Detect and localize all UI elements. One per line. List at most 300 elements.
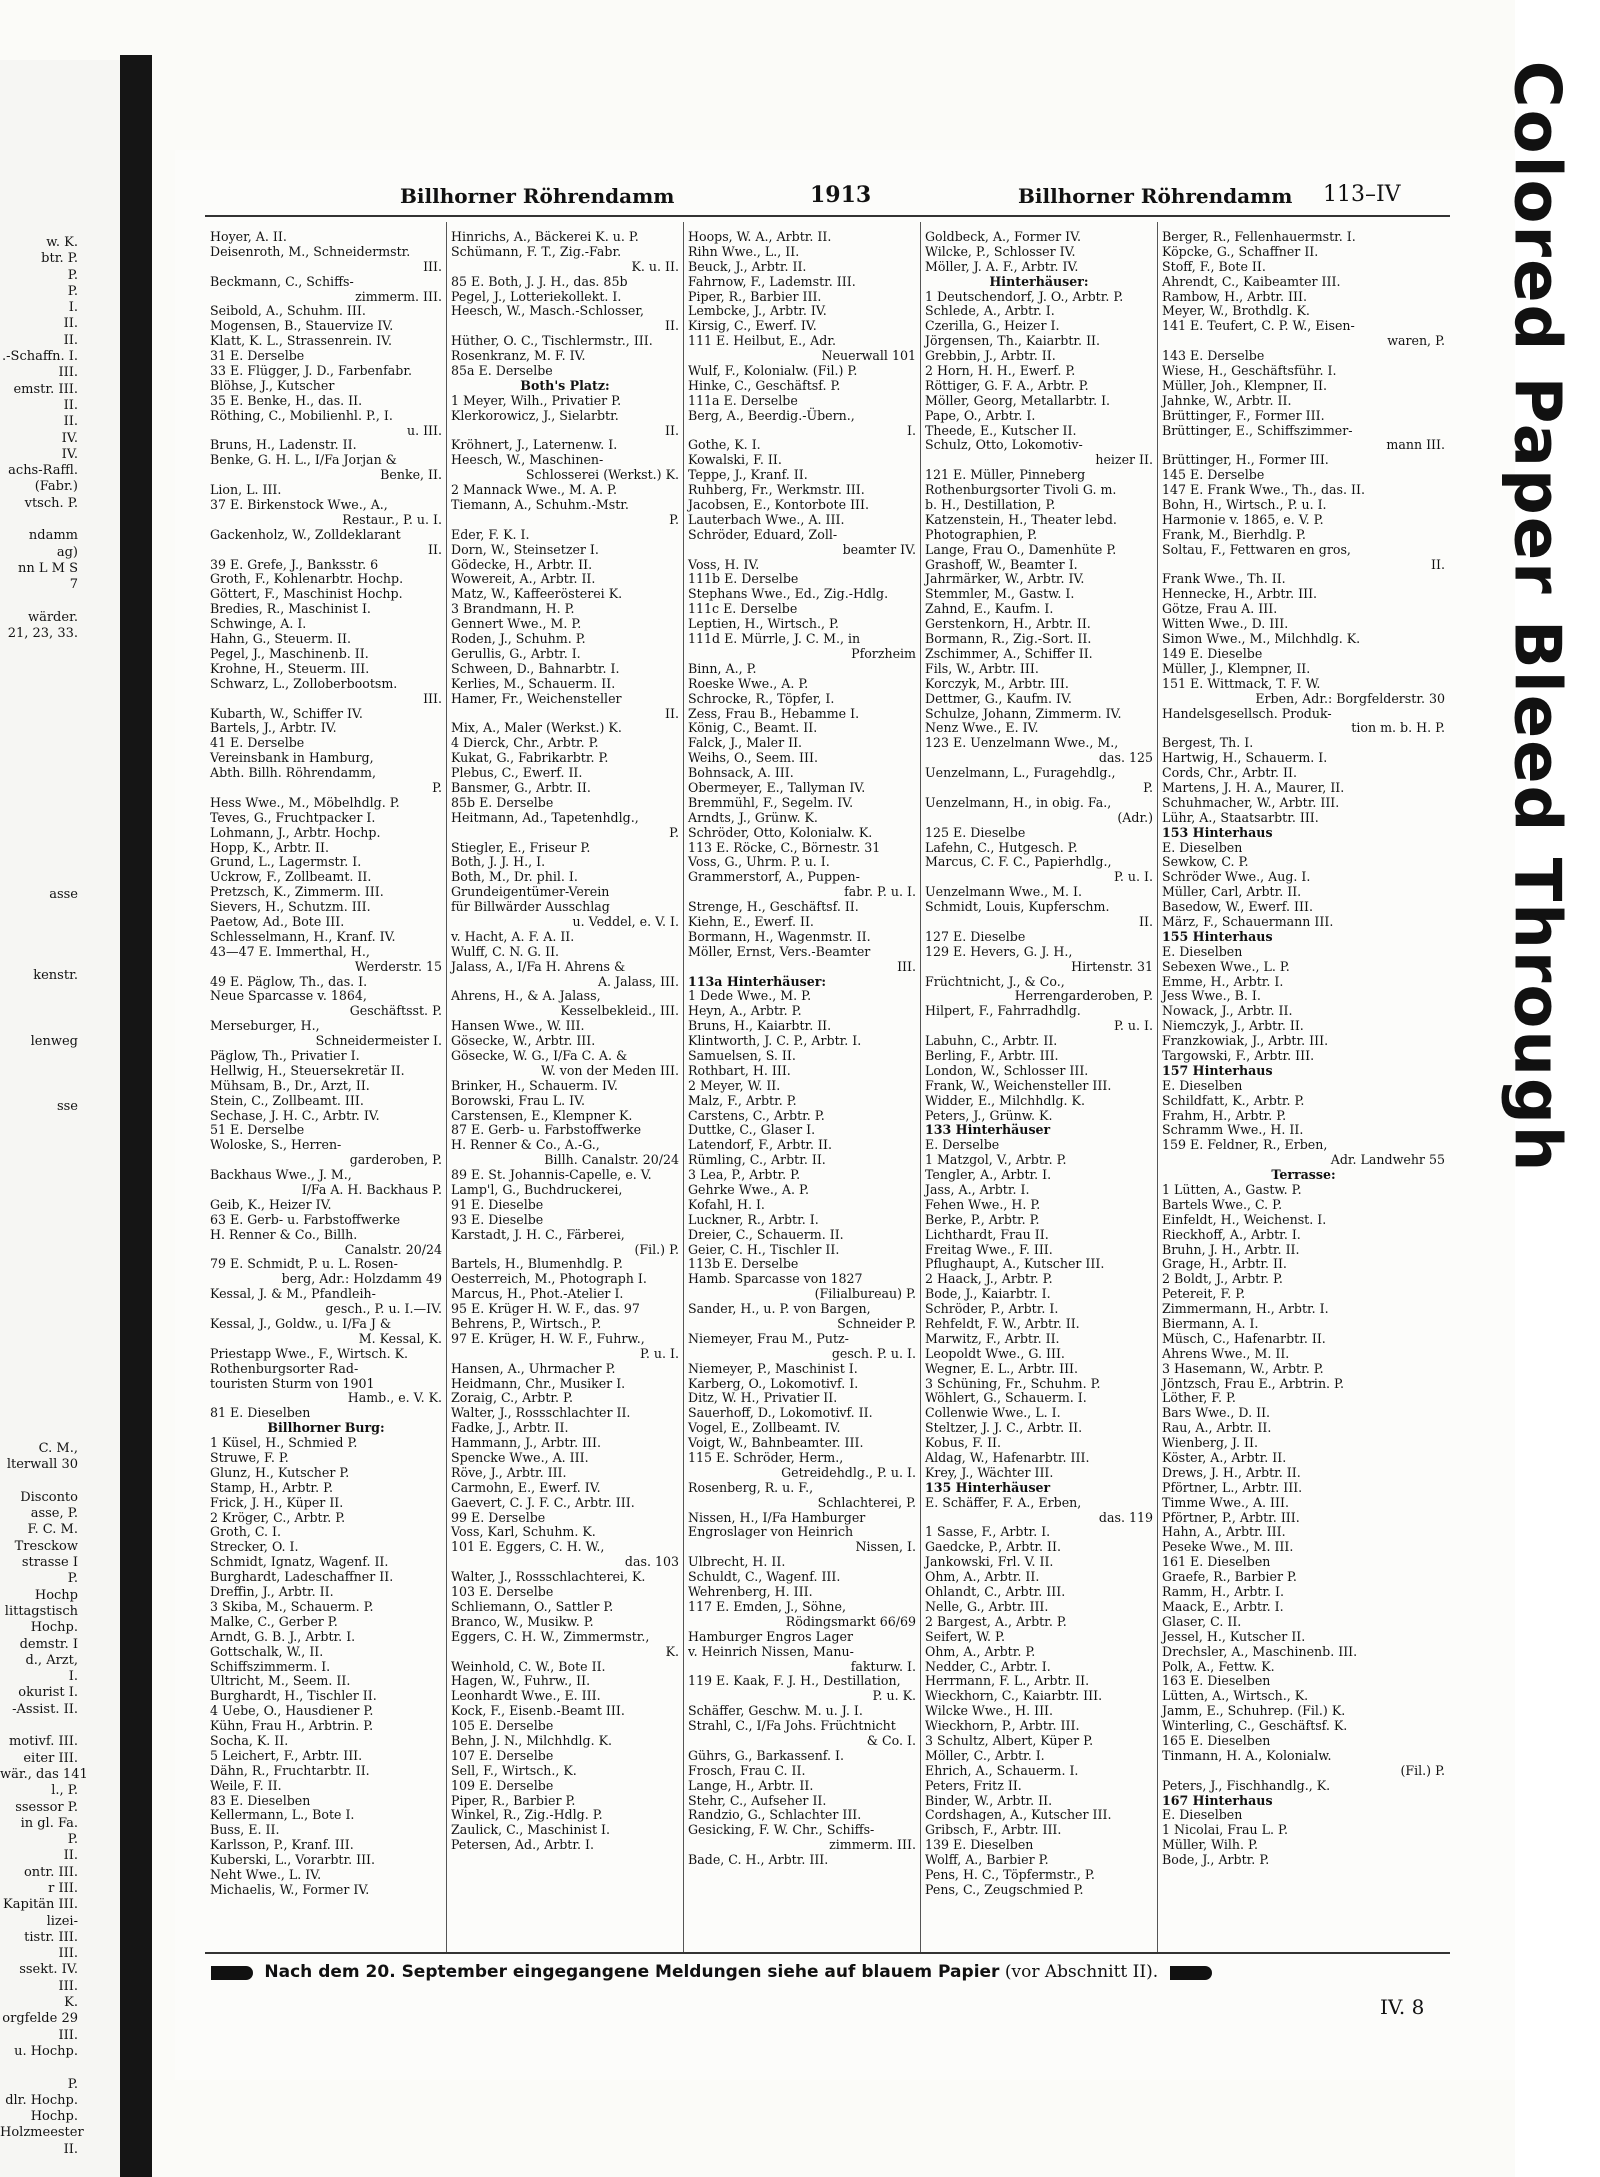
directory-entry: Gührs, G., Barkassenf. I. — [688, 1747, 845, 1763]
directory-entry: Möller, Ernst, Vers.-Beamter — [688, 943, 871, 959]
directory-entry: 35 E. Benke, H., das. II. — [210, 392, 363, 408]
directory-entry: Beckmann, C., Schiffs- — [210, 273, 354, 289]
previous-page-line: wär., das 141 — [0, 1766, 88, 1782]
directory-entry: Heidmann, Chr., Musiker I. — [451, 1375, 626, 1391]
directory-entry: W. von der Meden III. — [540, 1062, 679, 1078]
directory-entry: mann III. — [1386, 437, 1445, 453]
directory-entry: Sievers, H., Schutzm. III. — [210, 899, 371, 915]
directory-entry: P. u. I. — [1113, 869, 1153, 885]
directory-entry: Krohne, H., Steuerm. III. — [210, 660, 370, 676]
directory-entry: 141 E. Teufert, C. P. W., Eisen- — [1162, 318, 1355, 334]
directory-entry: Hansen Wwe., W. III. — [451, 1018, 585, 1034]
directory-entry: Kühn, Frau H., Arbtrin. P. — [210, 1718, 374, 1734]
directory-entry: Gösecke, W. G., I/Fa C. A. & — [451, 1047, 628, 1063]
directory-entry: Uenzelmann, H., in obig. Fa., — [925, 794, 1112, 810]
directory-entry: I. — [907, 422, 916, 438]
previous-page-line: asse — [49, 886, 78, 902]
directory-entry: Jess Wwe., B. I. — [1162, 988, 1261, 1004]
directory-entry: Schmidt, Ignatz, Wagenf. II. — [210, 1554, 389, 1570]
previous-page-line: motivf. III. — [8, 1734, 78, 1750]
directory-entry: Voss, H. IV. — [688, 556, 760, 572]
directory-entry: 63 E. Gerb- u. Farbstoffwerke — [210, 1211, 401, 1227]
previous-page-line: F. C. M. — [27, 1522, 78, 1538]
directory-entry: Bars Wwe., D. II. — [1162, 1405, 1271, 1421]
directory-entry: Kirsig, C., Ewerf. IV. — [688, 318, 817, 334]
directory-entry: Harmonie v. 1865, e. V. P. — [1162, 511, 1324, 527]
directory-entry: Grundeigentümer-Verein — [451, 884, 610, 900]
directory-entry: 33 E. Flügger, J. D., Farbenfabr. — [210, 363, 412, 379]
directory-entry: Schäffer, Geschw. M. u. J. I. — [688, 1703, 863, 1719]
directory-entry: Piper, R., Barbier III. — [688, 288, 822, 304]
previous-page-line — [0, 708, 78, 724]
directory-entry: Kowalski, F. II. — [688, 452, 782, 468]
directory-entry: Hamer, Fr., Weichensteller — [451, 690, 622, 706]
directory-entry: Wieckhorn, P., Arbtr. III. — [925, 1718, 1080, 1734]
directory-entry: Randzio, G., Schlachter III. — [688, 1807, 862, 1823]
directory-entry: Uenzelmann Wwe., M. I. — [925, 884, 1083, 900]
previous-page-line: demstr. I — [19, 1636, 78, 1652]
directory-entry: A. Jalass, III. — [597, 973, 679, 989]
directory-entry: (Fil.) P. — [1400, 1762, 1445, 1778]
directory-entry: 49 E. Päglow, Th., das. I. — [210, 973, 368, 989]
previous-page-line — [0, 1425, 78, 1441]
directory-entry: Möller, C., Arbtr. I. — [925, 1747, 1045, 1763]
previous-page-line — [0, 773, 78, 789]
directory-entry: Maack, E., Arbtr. I. — [1162, 1598, 1284, 1614]
directory-entry: Ohlandt, C., Arbtr. III. — [925, 1584, 1066, 1600]
directory-entry: Berke, P., Arbtr. P. — [925, 1211, 1040, 1227]
directory-entry: Schrocke, R., Töpfer, I. — [688, 690, 835, 706]
previous-page-line: III. — [58, 365, 78, 381]
directory-entry: Winterling, C., Geschäftsf. K. — [1162, 1718, 1348, 1734]
directory-entry: Sewkow, C. P. — [1162, 854, 1249, 870]
directory-entry: 2 Kröger, C., Arbtr. P. — [210, 1509, 346, 1525]
directory-entry: Ahrens, H., & A. Jalass, — [451, 988, 601, 1004]
directory-entry: Korczyk, M., Arbtr. III. — [925, 675, 1069, 691]
directory-entry: heizer II. — [1095, 452, 1153, 468]
directory-entry: Köster, A., Arbtr. II. — [1162, 1450, 1287, 1466]
directory-entry: Luckner, R., Arbtr. I. — [688, 1211, 819, 1227]
directory-entry: Basedow, W., Ewerf. III. — [1162, 899, 1313, 915]
directory-entry: 139 E. Dieselben — [925, 1837, 1034, 1853]
previous-page-line: ssekt. IV. — [19, 1962, 78, 1978]
directory-entry: Hartwig, H., Schauerm. I. — [1162, 750, 1328, 766]
directory-entry: Roeske Wwe., A. P. — [688, 675, 809, 691]
directory-entry: Röve, J., Arbtr. III. — [451, 1464, 567, 1480]
directory-entry: Targowski, F., Arbtr. III. — [1162, 1047, 1315, 1063]
directory-entry: v. Heinrich Nissen, Manu- — [688, 1643, 854, 1659]
directory-entry: Falck, J., Maler II. — [688, 735, 803, 751]
directory-entry: Schlachterei, P. — [817, 1494, 916, 1510]
directory-entry: Hoyer, A. II. — [210, 229, 287, 244]
directory-entry: 85a E. Derselbe — [451, 363, 553, 379]
directory-entry: E. Derselbe — [925, 1137, 1000, 1153]
directory-entry: Hansen, A., Uhrmacher P. — [451, 1360, 616, 1376]
previous-page-line: Kapitän III. — [3, 1897, 78, 1913]
previous-page-line: w. K. — [46, 235, 78, 250]
previous-page-line — [0, 675, 78, 691]
directory-entry: Matz, W., Kaffeerösterei K. — [451, 586, 623, 602]
directory-entry: Ahrendt, C., Kaibeamter III. — [1162, 273, 1341, 289]
directory-entry: Wulff, C. N. G. II. — [451, 943, 560, 959]
directory-entry: Bartels, J., Arbtr. IV. — [210, 720, 337, 736]
previous-page-line: II. — [63, 316, 78, 332]
directory-entry: Wöhlert, G., Schauerm. I. — [925, 1390, 1087, 1406]
previous-page-line: wärder. — [27, 609, 78, 625]
previous-page-line: orgfelde 29 — [2, 2011, 78, 2027]
directory-entry: Carstens, C., Arbtr. P. — [688, 1107, 825, 1123]
directory-entry: Vogel, E., Zollbeamt. IV. — [688, 1420, 841, 1436]
previous-page-line — [0, 659, 78, 675]
directory-entry: Nissen, H., I/Fa Hamburger — [688, 1509, 866, 1525]
previous-page-line: eiter III. — [23, 1750, 78, 1766]
directory-entry: Schröder, Eduard, Zoll- — [688, 526, 838, 542]
directory-entry: fabr. P. u. I. — [844, 884, 916, 900]
directory-entry: II. — [428, 541, 442, 557]
directory-entry: Billh. Canalstr. 20/24 — [544, 1152, 679, 1168]
directory-entry: Graefe, R., Barbier P. — [1162, 1569, 1297, 1585]
directory-entry: Wulf, F., Kolonialw. (Fil.) P. — [688, 363, 858, 379]
directory-entry: Lamp'l, G., Buchdruckerei, — [451, 1182, 623, 1197]
directory-entry: Jahnke, W., Arbtr. II. — [1162, 392, 1292, 408]
directory-entry: Bergest, Th. I. — [1162, 735, 1254, 751]
directory-entry: Wiese, H., Geschäftsführ. I. — [1162, 363, 1337, 379]
directory-entry: Bruns, H., Kaiarbtr. II. — [688, 1018, 832, 1034]
directory-entry: 79 E. Schmidt, P. u. L. Rosen- — [210, 1256, 398, 1272]
directory-entry: Binder, W., Arbtr. II. — [925, 1792, 1053, 1808]
directory-entry: E. Dieselben — [1162, 1077, 1243, 1093]
directory-entry: Mogensen, B., Stauervize IV. — [210, 318, 394, 334]
directory-entry: Pförtner, L., Arbtr. III. — [1162, 1479, 1303, 1495]
directory-entry: Rambow, H., Arbtr. III. — [1162, 288, 1307, 304]
previous-page-line — [0, 1001, 78, 1017]
previous-page-line: lterwall 30 — [6, 1457, 78, 1473]
previous-page-line — [0, 642, 78, 658]
column-divider — [683, 222, 684, 1952]
directory-column-4 — [925, 230, 1153, 1950]
previous-page-line — [0, 1408, 78, 1424]
directory-entry: Rosenkranz, M. F. IV. — [451, 348, 586, 364]
directory-entry: Gribsch, F., Arbtr. III. — [925, 1822, 1062, 1838]
previous-page-line — [0, 1278, 78, 1294]
previous-page-line: kenstr. — [33, 968, 78, 984]
directory-entry: Jankowski, Frl. V. II. — [925, 1554, 1054, 1570]
directory-entry: Tiemann, A., Schuhm.-Mstr. — [451, 497, 629, 513]
previous-page-line: achs-Raffl. — [8, 463, 78, 479]
directory-entry: Neuerwall 101 — [821, 348, 916, 364]
directory-entry: Gerullis, G., Arbtr. I. — [451, 645, 581, 661]
directory-entry: 1 Meyer, Wilh., Privatier P. — [451, 392, 622, 408]
directory-entry: Wilcke, P., Schlosser IV. — [925, 243, 1076, 259]
directory-entry: Jöntzsch, Frau E., Arbtrin. P. — [1162, 1375, 1344, 1391]
directory-entry: Geschäftsst. P. — [349, 1003, 442, 1019]
previous-page-line: d., Arzt, — [25, 1652, 78, 1668]
directory-entry: 103 E. Derselbe — [451, 1584, 554, 1600]
directory-entry: Krey, J., Wächter III. — [925, 1464, 1054, 1480]
directory-entry: Voss, Karl, Schuhm. K. — [451, 1524, 596, 1540]
directory-entry: Mix, A., Maler (Werkst.) K. — [451, 720, 622, 736]
directory-entry: Rothenburgsorter Tivoli G. m. — [925, 482, 1117, 498]
pointing-hand-icon — [1170, 1966, 1212, 1980]
header-street-left: Billhorner Röhrendamm — [400, 184, 675, 208]
directory-entry: 1 Nicolai, Frau L. P. — [1162, 1822, 1288, 1838]
directory-entry: Dorn, W., Steinsetzer I. — [451, 541, 599, 557]
directory-entry: 81 E. Dieselben — [210, 1405, 311, 1421]
directory-entry: Backhaus Wwe., J. M., — [210, 1167, 352, 1183]
directory-entry: Jahrmärker, W., Arbtr. IV. — [925, 571, 1085, 587]
directory-column-5 — [1162, 230, 1445, 1950]
directory-entry: 149 E. Dieselbe — [1162, 645, 1263, 661]
directory-entry: Gaedcke, P., Arbtr. II. — [925, 1539, 1061, 1555]
directory-entry: Binn, A., P. — [688, 660, 757, 676]
directory-entry: Grammerstorf, A., Puppen- — [688, 869, 860, 885]
directory-entry: Malke, C., Gerber P. — [210, 1613, 338, 1629]
directory-entry: Schliemann, O., Sattler P. — [451, 1598, 614, 1614]
directory-entry: Stehr, C., Aufseher II. — [688, 1792, 827, 1808]
directory-entry: Dreffin, J., Arbtr. II. — [210, 1584, 334, 1600]
column-divider — [1157, 222, 1158, 1952]
directory-entry: 113b E. Derselbe — [688, 1256, 799, 1272]
directory-entry: Michaelis, W., Former IV. — [210, 1881, 370, 1897]
previous-page-line — [0, 1050, 78, 1066]
directory-entry: Beuck, J., Arbtr. II. — [688, 258, 807, 274]
directory-entry: Pegel, J., Maschinenb. II. — [210, 645, 369, 661]
previous-page-line: III. — [58, 1946, 78, 1962]
directory-entry: Borowski, Frau L. IV. — [451, 1092, 585, 1108]
directory-entry: Witten Wwe., D. III. — [1162, 616, 1289, 632]
directory-entry: Kröhnert, J., Laternenw. I. — [451, 437, 618, 453]
directory-entry: garderoben, P. — [349, 1152, 442, 1168]
directory-entry: Bartels, H., Blumenhdlg. P. — [451, 1256, 623, 1272]
directory-entry: Kerlies, M., Schauerm. II. — [451, 675, 616, 691]
previous-page-line — [0, 854, 78, 870]
directory-entry: E. Dieselben — [1162, 943, 1243, 959]
directory-entry: Bohn, H., Wirtsch., P. u. I. — [1162, 497, 1327, 513]
directory-entry: u. III. — [406, 422, 442, 438]
directory-entry: 111 E. Heilbut, E., Adr. — [688, 333, 836, 349]
directory-entry: 111b E. Derselbe — [688, 571, 799, 587]
previous-page-line: emstr. III. — [13, 381, 78, 397]
directory-entry: Plebus, C., Ewerf. II. — [451, 765, 583, 781]
previous-page-line — [0, 789, 78, 805]
directory-entry: Schwarz, L., Zolloberbootsm. — [210, 675, 398, 691]
directory-entry: Rieckhoff, A., Arbtr. I. — [1162, 1226, 1301, 1242]
directory-entry: Neue Sparcasse v. 1864, — [210, 988, 367, 1004]
directory-entry: 2 Horn, H. H., Ewerf. P. — [925, 363, 1076, 379]
directory-entry: Stemmler, M., Gastw. I. — [925, 586, 1075, 602]
directory-entry: Schlosserei (Werkst.) K. — [525, 467, 679, 483]
directory-entry: 145 E. Derselbe — [1162, 467, 1265, 483]
directory-entry: Widder, E., Milchhdlg. K. — [925, 1092, 1085, 1108]
directory-entry: 129 E. Hevers, G. J. H., — [925, 943, 1073, 959]
directory-entry: Heesch, W., Masch.-Schlosser, — [451, 303, 644, 319]
directory-entry: Strahl, C., I/Fa Johs. Früchtnicht — [688, 1718, 896, 1734]
page-footer — [205, 1962, 1450, 1988]
previous-page-line: -Assist. II. — [12, 1701, 78, 1717]
previous-page-line: dlr. Hochp. — [5, 2092, 78, 2108]
directory-entry: Obermeyer, E., Tallyman IV. — [688, 779, 866, 795]
directory-entry: Zahnd, E., Kaufm. I. — [925, 601, 1054, 617]
directory-entry: Zess, Frau B., Hebamme I. — [688, 705, 860, 721]
directory-entry: Schneider P. — [837, 1316, 916, 1332]
directory-entry: 2 Mannack Wwe., M. A. P. — [451, 482, 617, 498]
directory-entry: Meyer, W., Brothdlg. K. — [1162, 303, 1310, 319]
previous-page-line — [0, 1474, 78, 1490]
directory-entry: Nenz Wwe., E. IV. — [925, 720, 1039, 736]
directory-entry: 3 Brandmann, H. P. — [451, 601, 575, 617]
previous-page-line — [0, 691, 78, 707]
directory-entry: gesch., P. u. I.—IV. — [325, 1301, 442, 1317]
directory-entry: 85b E. Derselbe — [451, 794, 554, 810]
directory-entry: Pretzsch, K., Zimmerm. III. — [210, 884, 384, 900]
directory-entry: Petersen, Ad., Arbtr. I. — [451, 1837, 594, 1853]
directory-entry: 3 Schultz, Albert, Küper P. — [925, 1732, 1094, 1748]
directory-entry: 101 E. Eggers, C. H. W., — [451, 1539, 605, 1555]
directory-entry: Glaser, C. II. — [1162, 1613, 1242, 1629]
directory-entry: Peters, Fritz II. — [925, 1777, 1022, 1793]
previous-page-line: P. — [67, 1832, 78, 1848]
directory-entry: Drechsler, A., Maschinenb. III. — [1162, 1643, 1358, 1659]
directory-entry: P. u. K. — [872, 1688, 916, 1704]
directory-entry: Müsch, C., Hafenarbtr. II. — [1162, 1330, 1326, 1346]
directory-entry: Klatt, K. L., Strassenrein. IV. — [210, 333, 393, 349]
directory-entry: Paetow, Ad., Bote III. — [210, 913, 345, 929]
directory-entry: 2 Bargest, A., Arbtr. P. — [925, 1613, 1067, 1629]
directory-entry: Gesicking, F. W. Chr., Schiffs- — [688, 1822, 875, 1838]
previous-page-line: u. Hochp. — [14, 2043, 78, 2059]
directory-entry: 99 E. Derselbe — [451, 1509, 546, 1525]
previous-page-line: Hochp — [34, 1587, 78, 1603]
directory-entry: Pens, H. C., Töpfermstr., P. — [925, 1866, 1095, 1882]
directory-entry: Katzenstein, H., Theater lebd. — [925, 511, 1117, 527]
previous-page-line — [0, 1311, 78, 1327]
directory-entry: 1 Sasse, F., Arbtr. I. — [925, 1524, 1051, 1540]
directory-entry: 161 E. Dieselben — [1162, 1554, 1271, 1570]
directory-entry: Wolff, A., Barbier P. — [925, 1852, 1049, 1868]
directory-entry: Berger, R., Fellenhauermstr. I. — [1162, 229, 1356, 244]
directory-entry: Collenwie Wwe., L. I. — [925, 1405, 1061, 1421]
previous-page-line: II. — [63, 414, 78, 430]
directory-entry: Peseke Wwe., M. III. — [1162, 1539, 1294, 1555]
directory-entry: Adr. Landwehr 55 — [1330, 1152, 1445, 1168]
previous-page-line — [0, 871, 78, 887]
directory-entry: Ahrens Wwe., M. II. — [1162, 1345, 1290, 1361]
directory-entry: Frosch, Frau C. II. — [688, 1762, 806, 1778]
directory-entry: zimmerm. III. — [355, 288, 442, 304]
directory-entry: 1 Dede Wwe., M. P. — [688, 988, 812, 1004]
directory-entry: Uckrow, F., Zollbeamt. II. — [210, 869, 372, 885]
directory-entry: Rothbart, H. III. — [688, 1062, 791, 1078]
directory-entry: Kiehn, E., Ewerf. II. — [688, 913, 814, 929]
directory-entry: Bruns, H., Ladenstr. II. — [210, 437, 357, 453]
directory-entry: Schuhmacher, W., Arbtr. III. — [1162, 794, 1340, 810]
previous-page-line — [0, 822, 78, 838]
previous-page-line: 21, 23, 33. — [7, 626, 78, 642]
directory-entry: Wienberg, J. II. — [1162, 1435, 1258, 1451]
directory-entry: waren, P. — [1387, 333, 1445, 349]
previous-page-line: C. M., — [38, 1440, 78, 1456]
directory-entry: 1 Deutschendorf, J. O., Arbtr. P. — [925, 288, 1124, 304]
directory-entry: Jacobsen, E., Kontorbote III. — [688, 497, 870, 513]
directory-entry: Schneidermeister I. — [315, 1033, 442, 1049]
directory-entry: 123 E. Uenzelmann Wwe., M., — [925, 735, 1119, 751]
directory-entry: Groth, C. I. — [210, 1524, 282, 1540]
directory-entry: Hinke, C., Geschäftsf. P. — [688, 377, 841, 393]
directory-entry: Lange, H., Arbtr. II. — [688, 1777, 814, 1793]
directory-entry: Cordshagen, A., Kutscher III. — [925, 1807, 1112, 1823]
previous-page-line — [0, 1066, 78, 1082]
directory-entry: 153 Hinterhaus — [1162, 824, 1273, 840]
directory-entry: 95 E. Krüger H. W. F., das. 97 — [451, 1301, 640, 1317]
directory-entry: Schröder, Otto, Kolonialw. K. — [688, 824, 873, 840]
colored-paper-stamp — [1499, 20, 1600, 1220]
header-page-number: 113–IV — [1323, 182, 1401, 207]
previous-page-line — [0, 1294, 78, 1310]
directory-entry: Einfeldt, H., Weichenst. I. — [1162, 1211, 1327, 1227]
directory-entry: Kobus, F. II. — [925, 1435, 1002, 1451]
directory-entry: Müller, Joh., Klempner, II. — [1162, 377, 1327, 393]
directory-entry: Hinterhäuser: — [989, 273, 1089, 289]
directory-entry: Carmohn, E., Ewerf. IV. — [451, 1479, 601, 1495]
directory-entry: Carstensen, E., Klempner K. — [451, 1107, 633, 1123]
directory-entry: Jörgensen, Th., Kaiarbtr. II. — [925, 333, 1101, 349]
directory-entry: Rödingsmarkt 66/69 — [785, 1613, 916, 1629]
directory-entry: 167 Hinterhaus — [1162, 1792, 1273, 1808]
directory-entry: Schümann, F. T., Zig.-Fabr. — [451, 243, 622, 259]
directory-entry: Behrens, P., Wirtsch., P. — [451, 1316, 602, 1332]
directory-entry: Grund, L., Lagermstr. I. — [210, 854, 362, 870]
directory-entry: 111c E. Derselbe — [688, 601, 798, 617]
directory-entry: Bredies, R., Maschinist I. — [210, 601, 371, 617]
directory-entry: (Adr.) — [1117, 809, 1153, 825]
directory-entry: 111d E. Mürrle, J. C. M., in — [688, 631, 861, 647]
previous-page-line: okurist I. — [18, 1685, 78, 1701]
directory-entry: Czerilla, G., Heizer I. — [925, 318, 1060, 334]
directory-entry: Ruhberg, Fr., Werkmstr. III. — [688, 482, 865, 498]
directory-entry: Burghardt, H., Tischler II. — [210, 1688, 377, 1704]
directory-entry: Bormann, R., Zig.-Sort. II. — [925, 631, 1092, 647]
directory-entry: Frank, W., Weichensteller III. — [925, 1077, 1112, 1093]
directory-entry: Arndt, G. B. J., Arbtr. I. — [210, 1628, 356, 1644]
previous-page-line — [0, 1359, 78, 1375]
directory-entry: Geier, C. H., Tischler II. — [688, 1241, 840, 1257]
page-signature: IV. 8 — [1380, 1995, 1425, 2019]
directory-entry: Tinmann, H. A., Kolonialw. — [1162, 1747, 1332, 1763]
directory-entry: Heesch, W., Maschinen- — [451, 452, 604, 468]
directory-entry: Grage, H., Arbtr. II. — [1162, 1256, 1287, 1272]
directory-entry: Ehrich, A., Schauerm. I. — [925, 1762, 1079, 1778]
previous-page-line: I. — [68, 300, 78, 316]
directory-entry: Gaevert, C. J. F. C., Arbtr. III. — [451, 1494, 635, 1510]
previous-page-line: lizei- — [46, 1913, 78, 1929]
directory-entry: Gothe, K. I. — [688, 437, 761, 453]
previous-page-line: (Fabr.) — [34, 479, 78, 495]
directory-entry: 83 E. Dieselben — [210, 1792, 311, 1808]
directory-entry: Roden, J., Schuhm. P. — [451, 631, 586, 647]
directory-entry: 3 Skiba, M., Schauerm. P. — [210, 1598, 374, 1614]
directory-entry: Karberg, O., Lokomotivf. I. — [688, 1375, 859, 1391]
directory-entry: Nissen, I. — [855, 1539, 916, 1555]
directory-entry: Schween, D., Bahnarbtr. I. — [451, 660, 620, 676]
directory-entry: Leptien, H., Wirtsch., P. — [688, 616, 839, 632]
directory-entry: zimmerm. III. — [829, 1837, 916, 1853]
directory-entry: Möller, J. A. F., Arbtr. IV. — [925, 258, 1079, 274]
directory-entry: Jessel, H., Kutscher II. — [1162, 1628, 1306, 1644]
directory-entry: 113 E. Röcke, C., Börnestr. 31 — [688, 839, 881, 855]
directory-entry: Pflughaupt, A., Kutscher III. — [925, 1256, 1105, 1272]
directory-entry: K. u. II. — [631, 258, 679, 274]
directory-entry: 37 E. Birkenstock Wwe., A., — [210, 497, 388, 513]
